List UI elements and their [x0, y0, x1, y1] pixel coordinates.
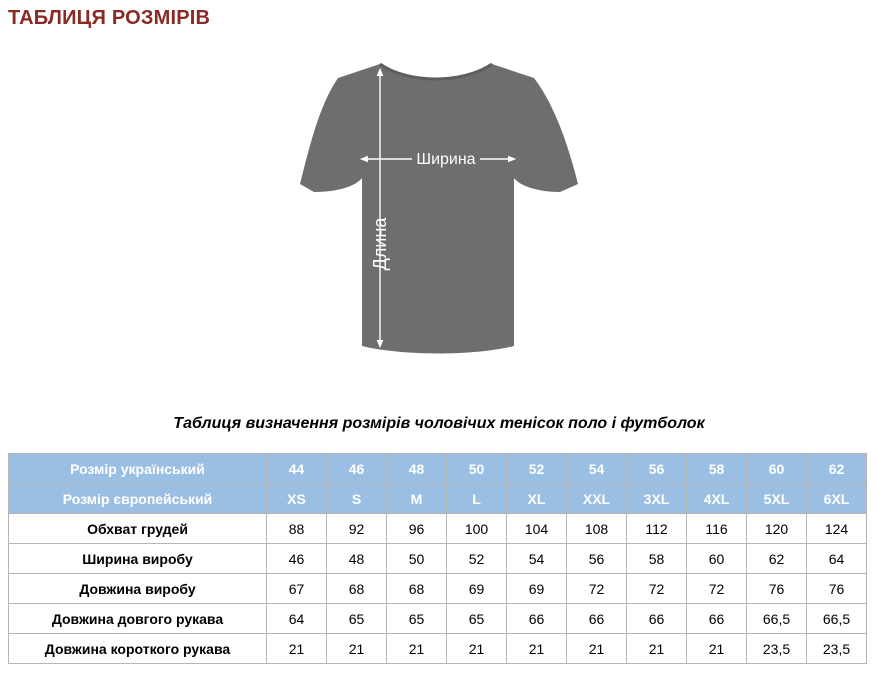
table-cell: 104	[507, 514, 567, 544]
table-row	[9, 634, 867, 664]
table-caption: Таблиця визначення розмірів чоловічих тенісок поло і футболок	[173, 415, 705, 432]
tshirt-shape	[300, 64, 578, 354]
table-cell: 116	[687, 514, 747, 544]
table-cell: 21	[327, 634, 387, 664]
row-label: Обхват грудей	[9, 514, 267, 544]
size-header-cell: 50	[447, 454, 507, 484]
table-cell: 56	[567, 544, 627, 574]
table-cell: 66	[507, 604, 567, 634]
table-cell: 66	[627, 604, 687, 634]
table-cell: 69	[507, 574, 567, 604]
table-cell: 21	[267, 634, 327, 664]
table-cell: 76	[807, 574, 867, 604]
table-cell: 48	[327, 544, 387, 574]
size-header-cell: 46	[327, 454, 387, 484]
table-cell: 69	[447, 574, 507, 604]
table-cell: 23,5	[807, 634, 867, 664]
table-cell: 72	[567, 574, 627, 604]
size-header-cell: 58	[687, 454, 747, 484]
table-row	[9, 574, 867, 604]
table-cell: 72	[687, 574, 747, 604]
size-header-cell: L	[447, 484, 507, 514]
size-header-cell: 54	[567, 454, 627, 484]
row-label: Довжина короткого рукава	[9, 634, 267, 664]
size-header-cell: XL	[507, 484, 567, 514]
table-cell: 68	[387, 574, 447, 604]
table-cell: 67	[267, 574, 327, 604]
length-label: Длина	[370, 217, 390, 271]
table-cell: 21	[507, 634, 567, 664]
table-cell: 23,5	[747, 634, 807, 664]
size-header-cell: S	[327, 484, 387, 514]
table-cell: 50	[387, 544, 447, 574]
row-label: Ширина виробу	[9, 544, 267, 574]
table-row	[9, 604, 867, 634]
row-label: Довжина довгого рукава	[9, 604, 267, 634]
table-cell: 96	[387, 514, 447, 544]
size-header-cell: 4XL	[687, 484, 747, 514]
size-header-cell: XXL	[567, 484, 627, 514]
table-cell: 66	[567, 604, 627, 634]
size-header-cell: 62	[807, 454, 867, 484]
table-header-row	[9, 484, 867, 514]
size-header-cell: 52	[507, 454, 567, 484]
table-row	[9, 514, 867, 544]
size-header-cell: 60	[747, 454, 807, 484]
table-cell: 21	[567, 634, 627, 664]
table-cell: 120	[747, 514, 807, 544]
table-cell: 112	[627, 514, 687, 544]
table-cell: 92	[327, 514, 387, 544]
size-header-cell: XS	[267, 484, 327, 514]
table-cell: 76	[747, 574, 807, 604]
table-cell: 66	[687, 604, 747, 634]
size-header-cell: 44	[267, 454, 327, 484]
table-cell: 64	[807, 544, 867, 574]
table-cell: 65	[387, 604, 447, 634]
table-cell: 60	[687, 544, 747, 574]
table-cell: 62	[747, 544, 807, 574]
table-cell: 72	[627, 574, 687, 604]
table-cell: 58	[627, 544, 687, 574]
table-cell: 66,5	[807, 604, 867, 634]
size-header-cell: 5XL	[747, 484, 807, 514]
row-label: Довжина виробу	[9, 574, 267, 604]
row-label: Розмір український	[9, 454, 267, 484]
table-cell: 100	[447, 514, 507, 544]
size-header-cell: 48	[387, 454, 447, 484]
page-title: ТАБЛИЦЯ РОЗМІРІВ	[8, 7, 211, 29]
size-header-cell: M	[387, 484, 447, 514]
table-cell: 88	[267, 514, 327, 544]
table-cell: 52	[447, 544, 507, 574]
table-cell: 46	[267, 544, 327, 574]
table-row	[9, 544, 867, 574]
table-cell: 21	[447, 634, 507, 664]
table-cell: 108	[567, 514, 627, 544]
table-cell: 68	[327, 574, 387, 604]
table-cell: 21	[387, 634, 447, 664]
table-cell: 124	[807, 514, 867, 544]
size-header-cell: 56	[627, 454, 687, 484]
table-cell: 21	[627, 634, 687, 664]
table-header-row	[9, 454, 867, 484]
tshirt-diagram	[298, 56, 580, 360]
size-table	[8, 453, 867, 664]
row-label: Розмір європейський	[9, 484, 267, 514]
table-cell: 65	[327, 604, 387, 634]
size-header-cell: 3XL	[627, 484, 687, 514]
table-cell: 65	[447, 604, 507, 634]
width-label: Ширина	[416, 151, 476, 168]
table-cell: 54	[507, 544, 567, 574]
table-cell: 64	[267, 604, 327, 634]
size-header-cell: 6XL	[807, 484, 867, 514]
table-cell: 21	[687, 634, 747, 664]
table-cell: 66,5	[747, 604, 807, 634]
